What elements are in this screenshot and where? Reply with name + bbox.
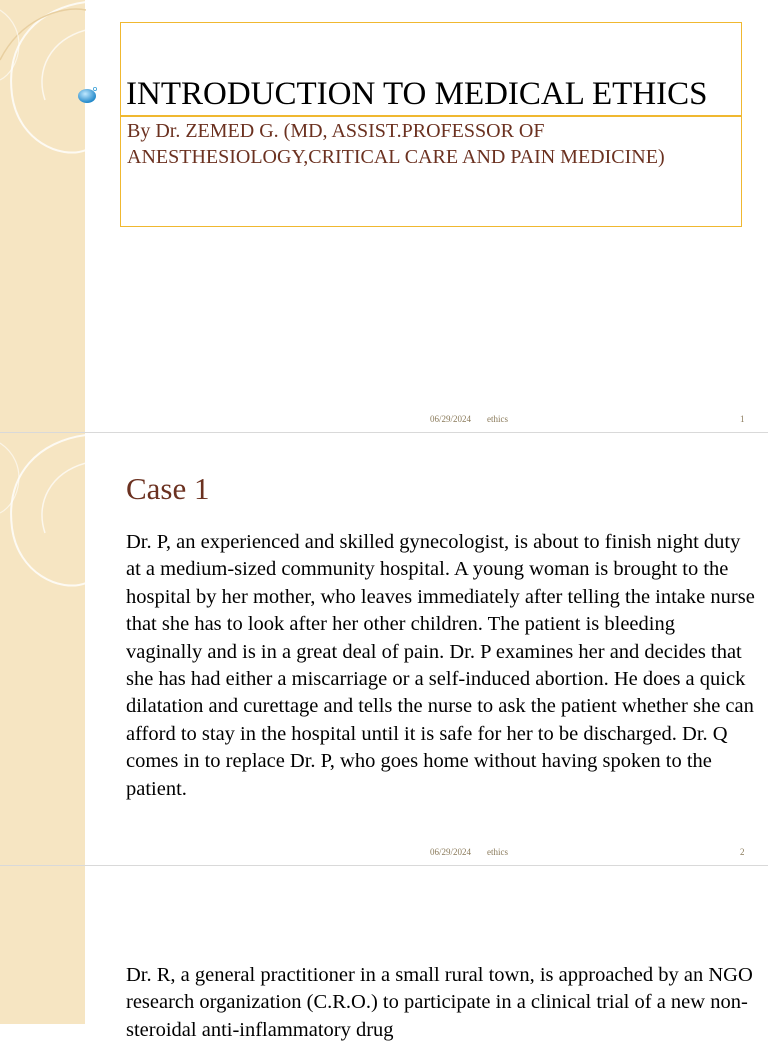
decorative-swirl-icon bbox=[0, 433, 86, 865]
footer-label: ethics bbox=[487, 414, 508, 424]
footer-date: 06/29/2024 bbox=[430, 847, 472, 857]
slide-1 bbox=[0, 0, 768, 432]
footer-date: 06/29/2024 bbox=[430, 414, 472, 424]
bullet-dot-icon bbox=[77, 86, 97, 106]
case-body-text: Dr. P, an experienced and skilled gynecologist, is about to finish night duty at a medium-sized community hospital. A young woman is brought to the hospital by her mother, who leaves immediately after telling the intake nurse that she has to look after her other children. The patient is bleeding vaginally and is in a great deal of pain. Dr. P examines her and decides that she has had either a miscarriage or a self-induced abortion. He does a quick dilatation and curettage and tells the nurse to ask the patient whether she can afford to stay in the hospital until it is safe for her to be discharged. Dr. Q comes in to replace Dr. P, who goes home without having spoken to the patient. bbox=[126, 531, 755, 800]
decorative-swirl-icon bbox=[0, 0, 86, 432]
footer-page-number: 2 bbox=[740, 847, 745, 857]
case-body-text: Dr. R, a general practitioner in a small rural town, is approached by an NGO research organization (C.R.O.) to participate in a clinical trial of a new non-steroidal anti-inflammatory drug bbox=[126, 964, 753, 1041]
slide-title: INTRODUCTION TO MEDICAL ETHICS bbox=[126, 76, 708, 112]
footer-page-number: 1 bbox=[740, 414, 745, 424]
case-heading: Case 1 bbox=[126, 471, 210, 506]
slide-subtitle: By Dr. ZEMED G. (MD, ASSIST.PROFESSOR OF ANESTHESIOLOGY,CRITICAL CARE AND PAIN MEDICINE) bbox=[127, 120, 665, 168]
title-rule bbox=[120, 115, 742, 117]
footer-label: ethics bbox=[487, 847, 508, 857]
slide-side-strip bbox=[0, 866, 85, 1024]
